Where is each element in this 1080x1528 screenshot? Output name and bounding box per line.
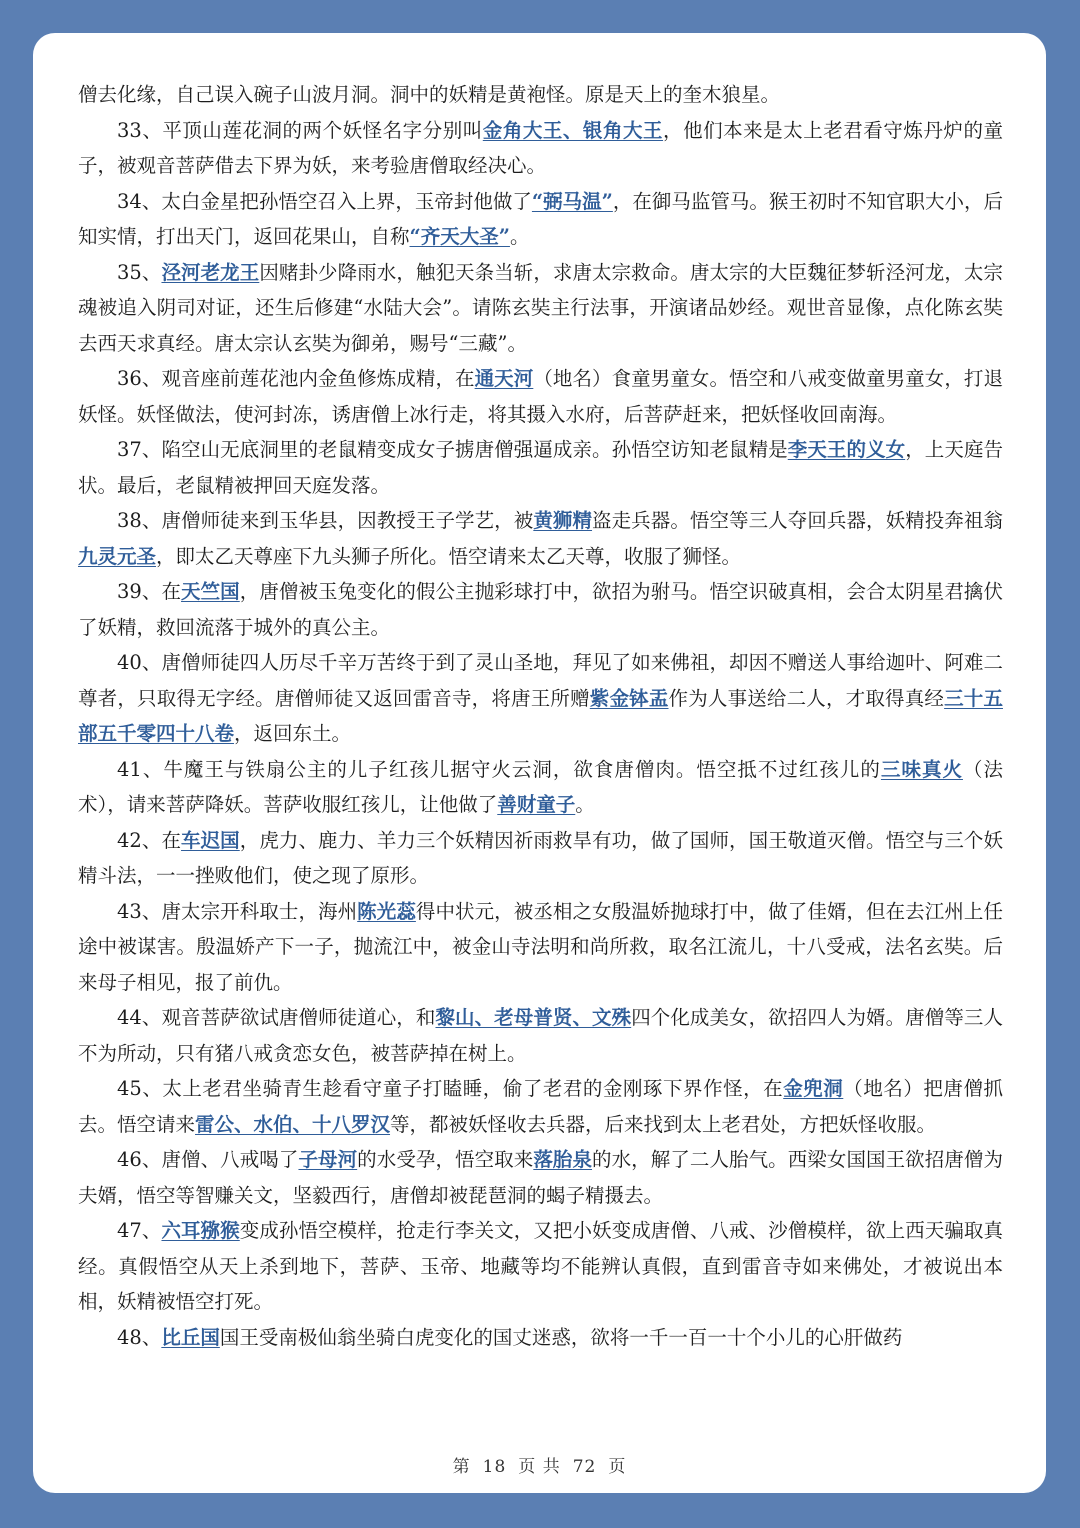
paragraph-p32 <box>78 77 1003 113</box>
paragraph-p33 <box>78 113 1003 184</box>
paragraph-p40 <box>78 645 1003 752</box>
text-run: 国王受南极仙翁坐骑白虎变化的国丈迷惑，欲将一千一百一十个小儿的心肝做药 <box>219 1325 903 1349</box>
highlighted-term: 善财童子 <box>497 793 576 816</box>
text-run: （地名）把唐僧抓去。悟空请来 <box>78 1077 1003 1136</box>
text-run: 40、唐僧师徒四人历尽千辛万苦终于到了灵山圣地，拜见了如来佛祖，却因不赠送人事给迦叶、阿难二尊者，只取得无字经。唐僧师徒又返回雷音寺，将唐王所赠 <box>78 651 1003 710</box>
paragraph-p48 <box>78 1320 1003 1356</box>
text-run: 36、观音座前莲花池内金鱼修炼成精，在 <box>117 367 475 390</box>
text-run: 因赌卦少降雨水，触犯天条当斩，求唐太宗救命。唐太宗的大臣魏征梦斩泾河龙，太宗魂被追入阴司对证，还生后修建“水陆大会”。请陈玄奘主行法事，开演诸品妙经。观世音显像，点化陈玄奘去西天求真经。唐太宗认玄奘为御弟，赐号“三藏”。 <box>78 260 1003 355</box>
text-run: 34、太白金星把孙悟空召入上界，玉帝封他做了 <box>117 189 532 213</box>
text-run: 僧去化缘，自己误入碗子山波月洞。洞中的妖精是黄袍怪。原是天上的奎木狼星。 <box>78 83 781 106</box>
highlighted-term: 金角大王、银角大王 <box>482 118 664 142</box>
paragraph-p46 <box>78 1142 1003 1213</box>
paragraph-p38 <box>78 503 1003 574</box>
text-run: 48、 <box>117 1325 162 1349</box>
text-run: 46、唐僧、八戒喝了 <box>117 1148 299 1171</box>
paragraph-p36 <box>78 361 1003 432</box>
paragraph-p35 <box>78 255 1003 362</box>
paragraph-p45 <box>78 1071 1003 1142</box>
text-run: ，返回东土。 <box>234 722 352 745</box>
page-footer <box>33 1452 1046 1477</box>
highlighted-term: 九灵元圣 <box>78 544 157 568</box>
highlighted-term: 雷公、水伯、十八罗汉 <box>195 1112 391 1136</box>
footer-current-page: 18 <box>482 1457 507 1477</box>
text-run: 47、 <box>117 1219 162 1242</box>
text-run: ，虎力、鹿力、羊力三个妖精因祈雨救旱有功，做了国师，国王敬道灭僧。悟空与三个妖精斗法，一一挫败他们，使之现了原形。 <box>78 828 1003 887</box>
paragraph-p42 <box>78 823 1003 894</box>
highlighted-term: 车迟国 <box>181 828 240 852</box>
text-run: ，唐僧被玉兔变化的假公主抛彩球打中，欲招为驸马。悟空识破真相，会合太阴星君擒伏了妖精，救回流落于城外的真公主。 <box>78 580 1003 639</box>
highlighted-term: “齐天大圣” <box>409 225 510 248</box>
highlighted-term: “弼马温” <box>531 189 613 213</box>
text-run: 33、平顶山莲花洞的两个妖怪名字分别叫 <box>117 118 483 142</box>
text-run: 39、在 <box>117 580 182 603</box>
highlighted-term: 金兜洞 <box>783 1077 844 1100</box>
text-run: ，上天庭告状。最后，老鼠精被押回天庭发落。 <box>78 438 1003 497</box>
highlighted-term: 天竺国 <box>181 580 240 603</box>
highlighted-term: 落胎泉 <box>533 1148 593 1171</box>
document-content <box>78 77 1003 1355</box>
footer-total-pages: 72 <box>572 1457 597 1477</box>
highlighted-term: 紫金钵盂 <box>589 686 669 710</box>
text-run: ，他们本来是太上老君看守炼丹炉的童子，被观音菩萨借去下界为妖，来考验唐僧取经决心。 <box>78 118 1003 177</box>
text-run: ，即太乙天尊座下九头狮子所化。悟空请来太乙天尊，收服了狮怪。 <box>156 544 742 568</box>
paragraph-p39 <box>78 574 1003 645</box>
highlighted-term: 子母河 <box>298 1148 358 1171</box>
paragraph-p47 <box>78 1213 1003 1320</box>
paragraph-p44 <box>78 1000 1003 1071</box>
text-run: 的水受孕，悟空取来 <box>357 1148 534 1171</box>
paragraph-p34 <box>78 184 1003 255</box>
text-run: 。 <box>509 225 530 248</box>
text-run: 作为人事送给二人，才取得真经 <box>668 686 945 710</box>
text-run: 等，都被妖怪收去兵器，后来找到太上老君处，方把妖怪收服。 <box>390 1112 937 1136</box>
highlighted-term: 三十五部五千零四十八卷 <box>78 686 1003 745</box>
text-run: 38、唐僧师徒来到玉华县，因教授王子学艺，被 <box>117 509 534 532</box>
text-run: 44、观音菩萨欲试唐僧师徒道心，和 <box>117 1006 436 1029</box>
text-run: 37、陷空山无底洞里的老鼠精变成女子掳唐僧强逼成亲。孙悟空访知老鼠精是 <box>117 438 788 461</box>
text-run: 四个化成美女，欲招四人为婿。唐僧等三人不为所动，只有猪八戒贪恋女色，被菩萨掉在树上。 <box>78 1006 1003 1065</box>
text-run: 变成孙悟空模样，抢走行李关文，又把小妖变成唐僧、八戒、沙僧模样，欲上西天骗取真经。真假悟空从天上杀到地下，菩萨、玉帝、地藏等均不能辨认真假，直到雷音寺如来佛处，才被说出本相，妖精被悟空打死。 <box>78 1219 1003 1313</box>
text-run: 42、在 <box>117 828 182 852</box>
paragraph-p37 <box>78 432 1003 503</box>
paragraph-p41 <box>78 752 1003 823</box>
paragraph-p43 <box>78 894 1003 1001</box>
highlighted-term: 六耳猕猴 <box>161 1219 240 1242</box>
footer-suffix: 页 <box>608 1457 627 1477</box>
text-run: 盗走兵器。悟空等三人夺回兵器，妖精投奔祖翁 <box>592 509 1003 532</box>
highlighted-term: 三味真火 <box>880 757 963 781</box>
highlighted-term: 黎山、老母普贤、文殊 <box>435 1006 632 1029</box>
highlighted-term: 比丘国 <box>161 1325 220 1349</box>
text-run: （地名）食童男童女。悟空和八戒变做童男童女，打退妖怪。妖怪做法，使河封冻，诱唐僧上冰行走，将其摄入水府，后菩萨赶来，把妖怪收回南海。 <box>78 367 1003 426</box>
highlighted-term: 泾河老龙王 <box>161 260 260 284</box>
text-run: （法术），请来菩萨降妖。菩萨收服红孩儿，让他做了 <box>78 757 1003 816</box>
footer-middle: 页 共 <box>518 1457 561 1477</box>
text-run: 。 <box>575 793 595 816</box>
text-run: ，在御马监管马。猴王初时不知官职大小，后知实情，打出天门，返回花果山，自称 <box>78 189 1003 248</box>
highlighted-term: 李天王的义女 <box>787 438 906 461</box>
footer-prefix: 第 <box>452 1457 471 1477</box>
highlighted-term: 通天河 <box>474 367 534 390</box>
text-run: 41、牛魔王与铁扇公主的儿子红孩儿据守火云洞，欲食唐僧肉。悟空抵不过红孩儿的 <box>117 757 881 781</box>
text-run: 得中状元，被丞相之女殷温娇抛球打中，做了佳婿，但在去江州上任途中被谋害。殷温娇产下一子，抛流江中，被金山寺法明和尚所救，取名江流儿，十八受戒，法名玄奘。后来母子相见，报了前仇。 <box>78 899 1003 994</box>
highlighted-term: 陈光蕊 <box>357 899 416 923</box>
text-run: 45、太上老君坐骑青生趁看守童子打瞌睡，偷了老君的金刚琢下界作怪，在 <box>117 1077 784 1100</box>
text-run: 35、 <box>117 260 162 284</box>
text-run: 的水，解了二人胎气。西梁女国国王欲招唐僧为夫婿，悟空等智赚关文，坚毅西行，唐僧却被琵琶洞的蝎子精摄去。 <box>78 1148 1003 1207</box>
text-run: 43、唐太宗开科取士，海州 <box>117 899 358 923</box>
document-page <box>33 33 1046 1493</box>
highlighted-term: 黄狮精 <box>533 509 593 532</box>
